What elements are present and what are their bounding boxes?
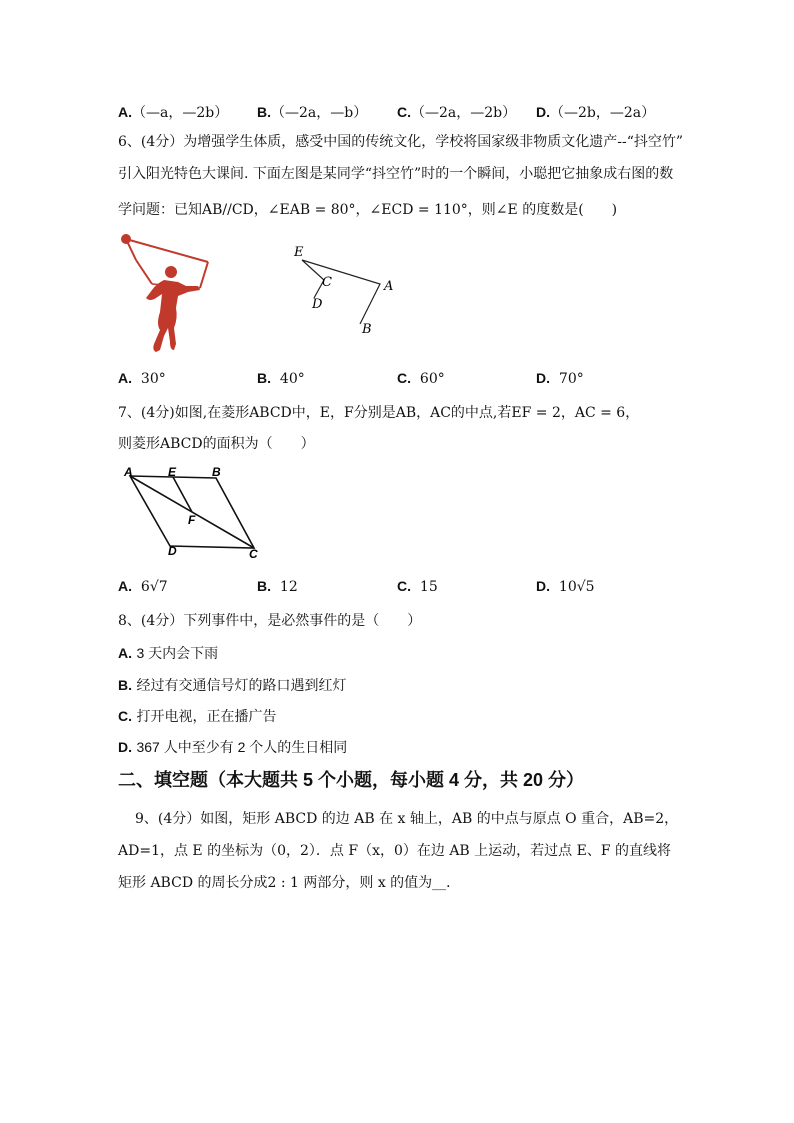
q8-option-c (118, 706, 276, 727)
diabolo-player-figure (116, 232, 216, 354)
option-text: 打开电视，正在播广告 (136, 708, 277, 724)
label-b: B (362, 322, 372, 337)
q7-option-b (257, 576, 298, 597)
q9-stem-line1: 9、(4分）如图，矩形 ABCD 的边 AB 在 x 轴上，AB 的中点与原点 O 重合，AB=2， (135, 811, 679, 827)
rhombus-figure (118, 462, 268, 562)
option-text: 经过有交通信号灯的路口遇到红灯 (136, 677, 347, 693)
option-text: 60° (419, 371, 445, 387)
q8-option-d (118, 737, 347, 758)
q6-option-d (536, 368, 584, 389)
option-letter: B. (257, 104, 271, 120)
q5-option-d (536, 102, 655, 123)
label-d: D (168, 544, 177, 558)
option-text: 70° (558, 371, 584, 387)
q5-option-a (118, 102, 228, 123)
label-c: C (249, 547, 258, 561)
q8-stem: 8、(4分）下列事件中，是必然事件的是（ ） (118, 613, 422, 629)
option-letter: D. (536, 370, 550, 386)
option-letter: D. (536, 104, 550, 120)
q7-option-a (118, 576, 168, 597)
label-d: D (312, 297, 323, 312)
label-c: C (322, 275, 332, 290)
q6-stem-line3: 学问题：已知AB//CD，∠EAB = 80°，∠ECD = 110°，则∠E 的度数是( ) (118, 202, 618, 218)
q6-option-a (118, 368, 166, 389)
q6-stem-line2: 引入阳光特色大课间. 下面左图是某同学“抖空竹”时的一个瞬间，小聪把它抽象成右图的数 (118, 166, 674, 182)
option-letter: A. (118, 578, 132, 594)
q6-geometry-figure (292, 240, 402, 338)
option-text: 367 人中至少有 2 个人的生日相同 (136, 739, 348, 755)
q7-stem-line1: 7、(4分)如图,在菱形ABCD中，E，F分别是AB，AC的中点,若EF = 2，AC = 6， (118, 405, 640, 421)
option-letter: B. (257, 370, 271, 386)
option-text: 30° (140, 371, 166, 387)
label-b: B (212, 465, 221, 479)
option-letter: A. (118, 104, 132, 120)
option-letter: C. (397, 578, 411, 594)
q8-option-a (118, 643, 218, 664)
q5-option-c (397, 102, 516, 123)
option-letter: A. (118, 645, 132, 661)
label-a: A (124, 465, 133, 479)
option-text: 12 (279, 579, 298, 595)
option-letter: B. (257, 578, 271, 594)
option-text: （—2a，—b） (271, 105, 368, 121)
q9-stem-line3: 矩形 ABCD 的周长分成2 : 1 两部分，则 x 的值为__． (118, 875, 461, 891)
section-fill-in-blank-heading: 二、填空题（本大题共 5 个小题，每小题 4 分，共 20 分） (118, 770, 585, 790)
option-letter: D. (536, 578, 550, 594)
q7-stem-line2: 则菱形ABCD的面积为（ ） (118, 436, 315, 452)
line-e-a-b (302, 260, 380, 324)
q7-option-c (397, 576, 438, 597)
option-text: （—2a，—2b） (411, 105, 517, 121)
option-text: 40° (279, 371, 305, 387)
q7-option-d (536, 576, 595, 597)
option-text: 15 (419, 579, 438, 595)
option-letter: C. (118, 708, 132, 724)
option-text: （—2b，—2a） (550, 105, 656, 121)
option-letter: A. (118, 370, 132, 386)
label-f: F (188, 513, 196, 527)
q9-stem-line2: AD=1，点 E 的坐标为（0，2）．点 F（x，0）在边 AB 上运动，若过点 E、F 的直线将 (118, 843, 672, 859)
option-letter: D. (118, 739, 132, 755)
option-text: （—a，—2b） (132, 105, 229, 121)
option-text: 6√7 (140, 579, 168, 595)
label-e: E (168, 465, 177, 479)
label-e: E (294, 245, 304, 260)
option-letter: C. (397, 104, 411, 120)
q6-stem-line1: 6、(4分）为增强学生体质，感受中国的传统文化，学校将国家级非物质文化遗产--“抖空竹” (118, 134, 684, 150)
label-a: A (384, 279, 394, 294)
q6-option-c (397, 368, 445, 389)
option-letter: B. (118, 677, 132, 693)
q6-option-b (257, 368, 305, 389)
option-text: 10√5 (558, 579, 595, 595)
q8-option-b (118, 675, 346, 696)
option-letter: C. (397, 370, 411, 386)
option-text: 3 天内会下雨 (136, 645, 219, 661)
q5-option-b (257, 102, 367, 123)
